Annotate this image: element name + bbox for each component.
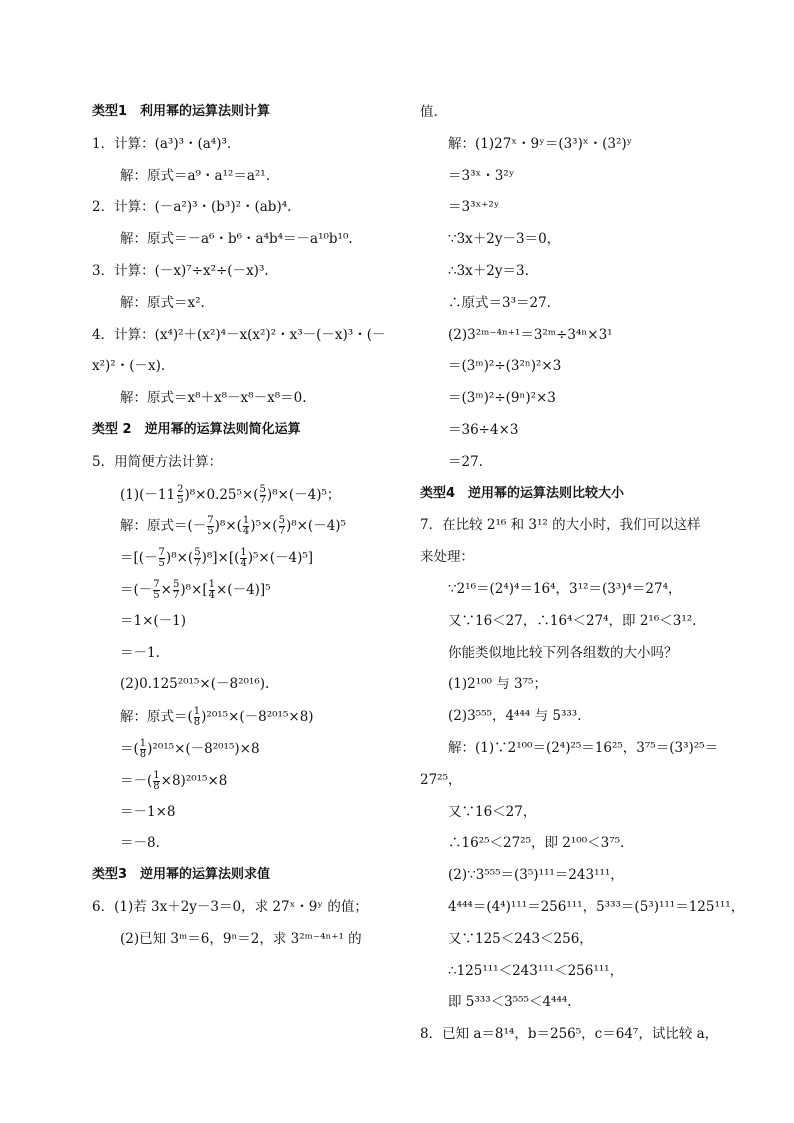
formula-text: ＝(	[120, 741, 139, 757]
fraction-numerator: 1	[153, 769, 160, 781]
text-line: 来处理：	[420, 549, 474, 566]
text-line: ＝－1×8	[120, 803, 176, 820]
fraction	[153, 771, 159, 792]
formula-line	[120, 580, 271, 601]
fraction-denominator: 7	[259, 494, 266, 506]
text-line: ＝1×(－1)	[120, 612, 187, 629]
text-line: 解：原式＝x⁸＋x⁸－x⁸－x⁸＝0.	[120, 390, 307, 407]
text-line: 解：原式＝x².	[120, 294, 205, 311]
text-line: 解：(1)∵2¹⁰⁰＝(2⁴)²⁵＝16²⁵，3⁷⁵＝(3³)²⁵＝	[448, 740, 719, 756]
text-line: 值.	[420, 104, 438, 120]
formula-text: ×8)²⁰¹⁵×8	[160, 772, 228, 789]
fraction-denominator: 5	[207, 526, 214, 538]
section-heading: 类型1 利用幂的运算法则计算	[92, 104, 271, 119]
fraction	[177, 485, 183, 506]
fraction-numerator: 5	[172, 579, 180, 590]
formula-text: )⁸×(－4)⁵	[285, 518, 346, 535]
fraction-numerator: 7	[153, 579, 160, 590]
text-line: ∴3x＋2y＝3.	[448, 263, 529, 279]
mixed-number-whole: 1	[166, 486, 176, 503]
formula-text: (1)(－1	[120, 486, 167, 503]
text-line: 2．计算：(－a²)³・(b³)²・(ab)⁴.	[92, 199, 292, 216]
fraction-numerator: 1	[208, 579, 215, 590]
text-line: ∴125¹¹¹＜243¹¹¹＜256¹¹¹，	[448, 962, 624, 979]
text-line: ＝(3ᵐ)²÷(9ⁿ)²×3	[448, 390, 556, 407]
formula-line	[120, 516, 346, 537]
section-heading: 类型3 逆用幂的运算法则求值	[92, 867, 271, 883]
formula-text: ＝(－	[120, 582, 153, 598]
formula-text: 解：原式＝(－	[120, 518, 207, 535]
text-line: ∵3x＋2y－3＝0，	[448, 231, 561, 248]
fraction-denominator: 8	[193, 717, 201, 729]
formula-text: )⁸×(	[165, 550, 194, 567]
fraction-denominator: 8	[139, 749, 147, 760]
text-line: ∴原式＝3³＝27.	[448, 294, 551, 311]
fraction	[260, 485, 266, 506]
formula-text: )²⁰¹⁵×(－8²⁰¹⁵)×8	[147, 741, 260, 757]
fraction-numerator: 2	[177, 483, 184, 495]
fraction-denominator: 5	[158, 558, 165, 570]
text-line: 3．计算：(－x)⁷÷x²÷(－x)³.	[92, 263, 269, 279]
fraction-denominator: 7	[194, 558, 201, 570]
formula-text: )⁸×0.25⁵×(	[184, 486, 259, 503]
fraction	[194, 548, 200, 569]
formula-text: )⁸×(	[214, 518, 242, 535]
text-line: 8．已知 a＝8¹⁴，b＝256⁵，c＝64⁷，试比较 a，	[420, 1026, 719, 1043]
fraction-denominator: 5	[177, 494, 184, 506]
text-line: 解：原式＝－a⁶・b⁶・a⁴b⁴＝－a¹⁰b¹⁰.	[120, 231, 353, 248]
fraction-numerator: 1	[139, 738, 147, 749]
formula-text: 解：原式＝(	[120, 709, 193, 726]
text-line: (1)2¹⁰⁰ 与 3⁷⁵；	[448, 676, 547, 693]
text-line: 4．计算：(x⁴)²＋(x²)⁴－x(x²)²・x³－(－x)³・(－	[92, 326, 386, 343]
fraction-denominator: 5	[153, 590, 160, 601]
text-line: 又∵16＜27，∴16⁴＜27⁴，即 2¹⁶＜3¹².	[448, 612, 697, 629]
text-line: 4⁴⁴⁴＝(4⁴)¹¹¹＝256¹¹¹，5³³³＝(5³)¹¹¹＝125¹¹¹，	[448, 899, 745, 915]
fraction-denominator: 7	[172, 590, 180, 601]
text-line: 又∵16＜27，	[448, 803, 537, 820]
text-line: (2)3²ᵐ⁻⁴ⁿ⁺¹＝3²ᵐ÷3⁴ⁿ×3¹	[448, 326, 613, 343]
formula-text: )⁵×(	[250, 518, 278, 535]
fraction	[153, 580, 159, 601]
text-line: 解：原式＝a⁹・a¹²＝a²¹.	[120, 167, 270, 184]
text-line: x²)²・(－x).	[92, 358, 166, 375]
text-line: 6．(1)若 3x＋2y－3＝0，求 27ˣ・9ʸ 的值；	[92, 899, 368, 915]
fraction-numerator: 1	[242, 515, 250, 527]
text-line: ∴16²⁵＜27²⁵，即 2¹⁰⁰＜3⁷⁵.	[448, 835, 625, 852]
fraction	[240, 548, 246, 569]
formula-line	[120, 485, 340, 506]
text-line: (2)∵3⁵⁵⁵＝(3⁵)¹¹¹＝243¹¹¹，	[448, 867, 624, 884]
fraction	[279, 516, 285, 537]
fraction	[159, 548, 165, 569]
text-line: (2)0.125²⁰¹⁵×(－8²⁰¹⁶).	[120, 676, 270, 693]
text-line: ∵2¹⁶＝(2⁴)⁴＝16⁴，3¹²＝(3³)⁴＝27⁴，	[448, 581, 682, 597]
formula-text: ×	[160, 582, 172, 598]
fraction-numerator: 7	[207, 515, 214, 527]
text-line: 1．计算：(a³)³・(a⁴)³.	[92, 135, 232, 152]
formula-text: )²⁰¹⁵×(－8²⁰¹⁵×8)	[201, 709, 314, 726]
fraction-numerator: 5	[259, 483, 266, 495]
fraction-numerator: 1	[193, 706, 201, 718]
text-line: 解：(1)27ˣ・9ʸ＝(3³)ˣ・(3²)ʸ	[448, 135, 633, 152]
fraction-numerator: 5	[194, 547, 201, 559]
fraction-numerator: 1	[240, 547, 247, 559]
text-line: ＝27.	[448, 453, 483, 470]
fraction-denominator: 4	[240, 558, 247, 570]
text-line: ＝(3ᵐ)²÷(3²ⁿ)²×3	[448, 358, 562, 375]
fraction-numerator: 5	[278, 515, 285, 527]
fraction-denominator: 4	[208, 590, 215, 601]
formula-line	[120, 548, 313, 569]
fraction-numerator: 7	[158, 547, 165, 559]
fraction-denominator: 4	[242, 526, 250, 538]
fraction	[209, 580, 215, 601]
text-line: ＝3³ˣ・3²ʸ	[448, 167, 515, 184]
formula-text: ＝－(	[120, 772, 153, 789]
formula-line	[120, 771, 227, 792]
fraction-denominator: 8	[153, 780, 160, 792]
text-line: 27²⁵，	[420, 771, 462, 788]
text-line: (2)3⁵⁵⁵，4⁴⁴⁴ 与 5³³³.	[448, 708, 582, 725]
formula-text: )⁵×(－4)⁵]	[247, 550, 314, 567]
text-line: 即 5³³³＜3⁵⁵⁵＜4⁴⁴⁴.	[448, 994, 572, 1011]
text-line: 又∵125＜243＜256，	[448, 930, 593, 947]
formula-text: )⁸×[	[180, 582, 208, 598]
text-line: (2)已知 3ᵐ＝6，9ⁿ＝2，求 3²ᵐ⁻⁴ⁿ⁺¹ 的	[120, 930, 362, 947]
fraction	[140, 739, 146, 760]
formula-text: ×(－4)]⁵	[215, 582, 271, 598]
formula-line	[120, 739, 260, 760]
text-line: ＝36÷4×3	[448, 422, 519, 438]
section-heading: 类型4 逆用幂的运算法则比较大小	[420, 485, 625, 501]
text-line: ＝3³ˣ⁺²ʸ	[448, 199, 500, 216]
text-line: 7．在比较 2¹⁶ 和 3¹² 的大小时，我们可以这样	[420, 517, 701, 534]
fraction	[194, 707, 200, 728]
fraction-denominator: 7	[278, 526, 285, 538]
text-line: ＝－1.	[120, 644, 160, 661]
text-line: 5．用简便方法计算：	[92, 453, 223, 470]
fraction	[207, 516, 213, 537]
formula-text: )⁸]×[(	[201, 550, 240, 567]
formula-text: )⁸×(－4)⁵；	[266, 486, 341, 503]
text-line: ＝－8.	[120, 835, 160, 852]
fraction	[173, 580, 179, 601]
section-heading: 类型 2 逆用幂的运算法则简化运算	[92, 422, 301, 437]
formula-text: ＝[(－	[120, 550, 158, 567]
formula-line	[120, 707, 314, 728]
fraction	[243, 516, 249, 537]
text-line: 你能类似地比较下列各组数的大小吗？	[448, 644, 678, 661]
